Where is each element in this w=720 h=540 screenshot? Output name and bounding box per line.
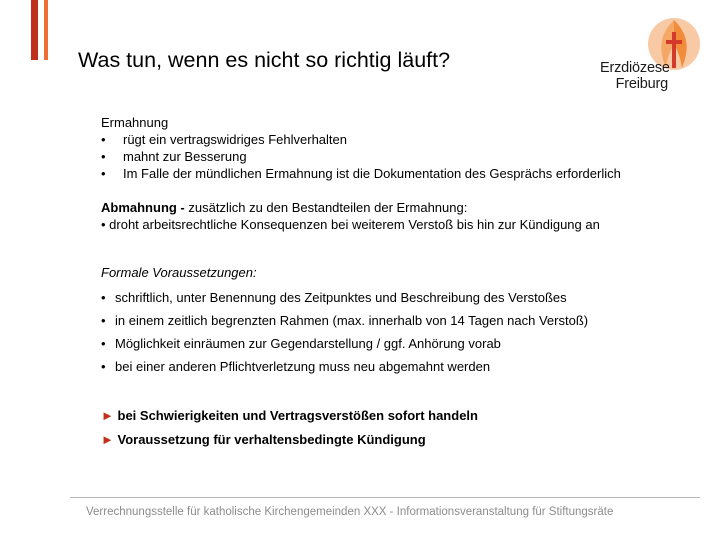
bullet: • [101, 313, 106, 328]
bullet: • [101, 336, 106, 351]
formal-item: • in einem zeitlich begrenzten Rahmen (max. innerhalb von 14 Tagen nach Verstoß) [101, 313, 589, 328]
ermahnung-item: • Im Falle der mündlichen Ermahnung ist die Dokumentation des Gesprächs erforderlich [101, 166, 621, 181]
footer-text: Verrechnungsstelle für katholische Kirchengemeinden XXX - Informationsveranstaltung für Stiftungsräte [86, 506, 614, 518]
accent-bar-light [44, 0, 48, 60]
action-item: ► Voraussetzung für verhaltensbedingte Kündigung [101, 432, 426, 447]
ermahnung-item: • rügt ein vertragswidriges Fehlverhalten [101, 132, 347, 147]
logo-line-1: Erzdiözese [600, 60, 670, 76]
abmahnung-intro: Abmahnung - zusätzlich zu den Bestandteilen der Ermahnung: [101, 200, 468, 215]
footer-divider [70, 497, 700, 498]
logo-cross-vertical [672, 32, 676, 68]
erzdioezese-logo [600, 14, 720, 94]
abmahnung-item: • droht arbeitsrechtliche Konsequenzen bei weiterem Verstoß bis hin zur Kündigung an [101, 217, 600, 232]
accent-bar-dark [31, 0, 38, 60]
bullet: • [101, 132, 106, 147]
bullet: • [101, 290, 106, 305]
formal-heading: Formale Voraussetzungen: [101, 265, 257, 280]
bullet: • [101, 359, 106, 374]
logo-line-2: Freiburg [615, 76, 668, 92]
bullet: • [101, 149, 106, 164]
bullet: • [101, 166, 106, 181]
slide-title: Was tun, wenn es nicht so richtig läuft? [78, 48, 451, 72]
formal-item: • Möglichkeit einräumen zur Gegendarstellung / ggf. Anhörung vorab [101, 336, 501, 351]
ermahnung-heading: Ermahnung [101, 115, 169, 130]
logo-text [600, 60, 668, 92]
arrow-right-icon: ► [101, 408, 114, 423]
abmahnung-heading: Abmahnung - [101, 200, 185, 215]
arrow-right-icon: ► [101, 432, 114, 447]
formal-item: • schriftlich, unter Benennung des Zeitpunktes und Beschreibung des Verstoßes [101, 290, 567, 305]
formal-item: • bei einer anderen Pflichtverletzung muss neu abgemahnt werden [101, 359, 491, 374]
ermahnung-item: • mahnt zur Besserung [101, 149, 247, 164]
logo-cross-horizontal [666, 40, 682, 44]
action-item: ► bei Schwierigkeiten und Vertragsverstößen sofort handeln [101, 408, 478, 423]
